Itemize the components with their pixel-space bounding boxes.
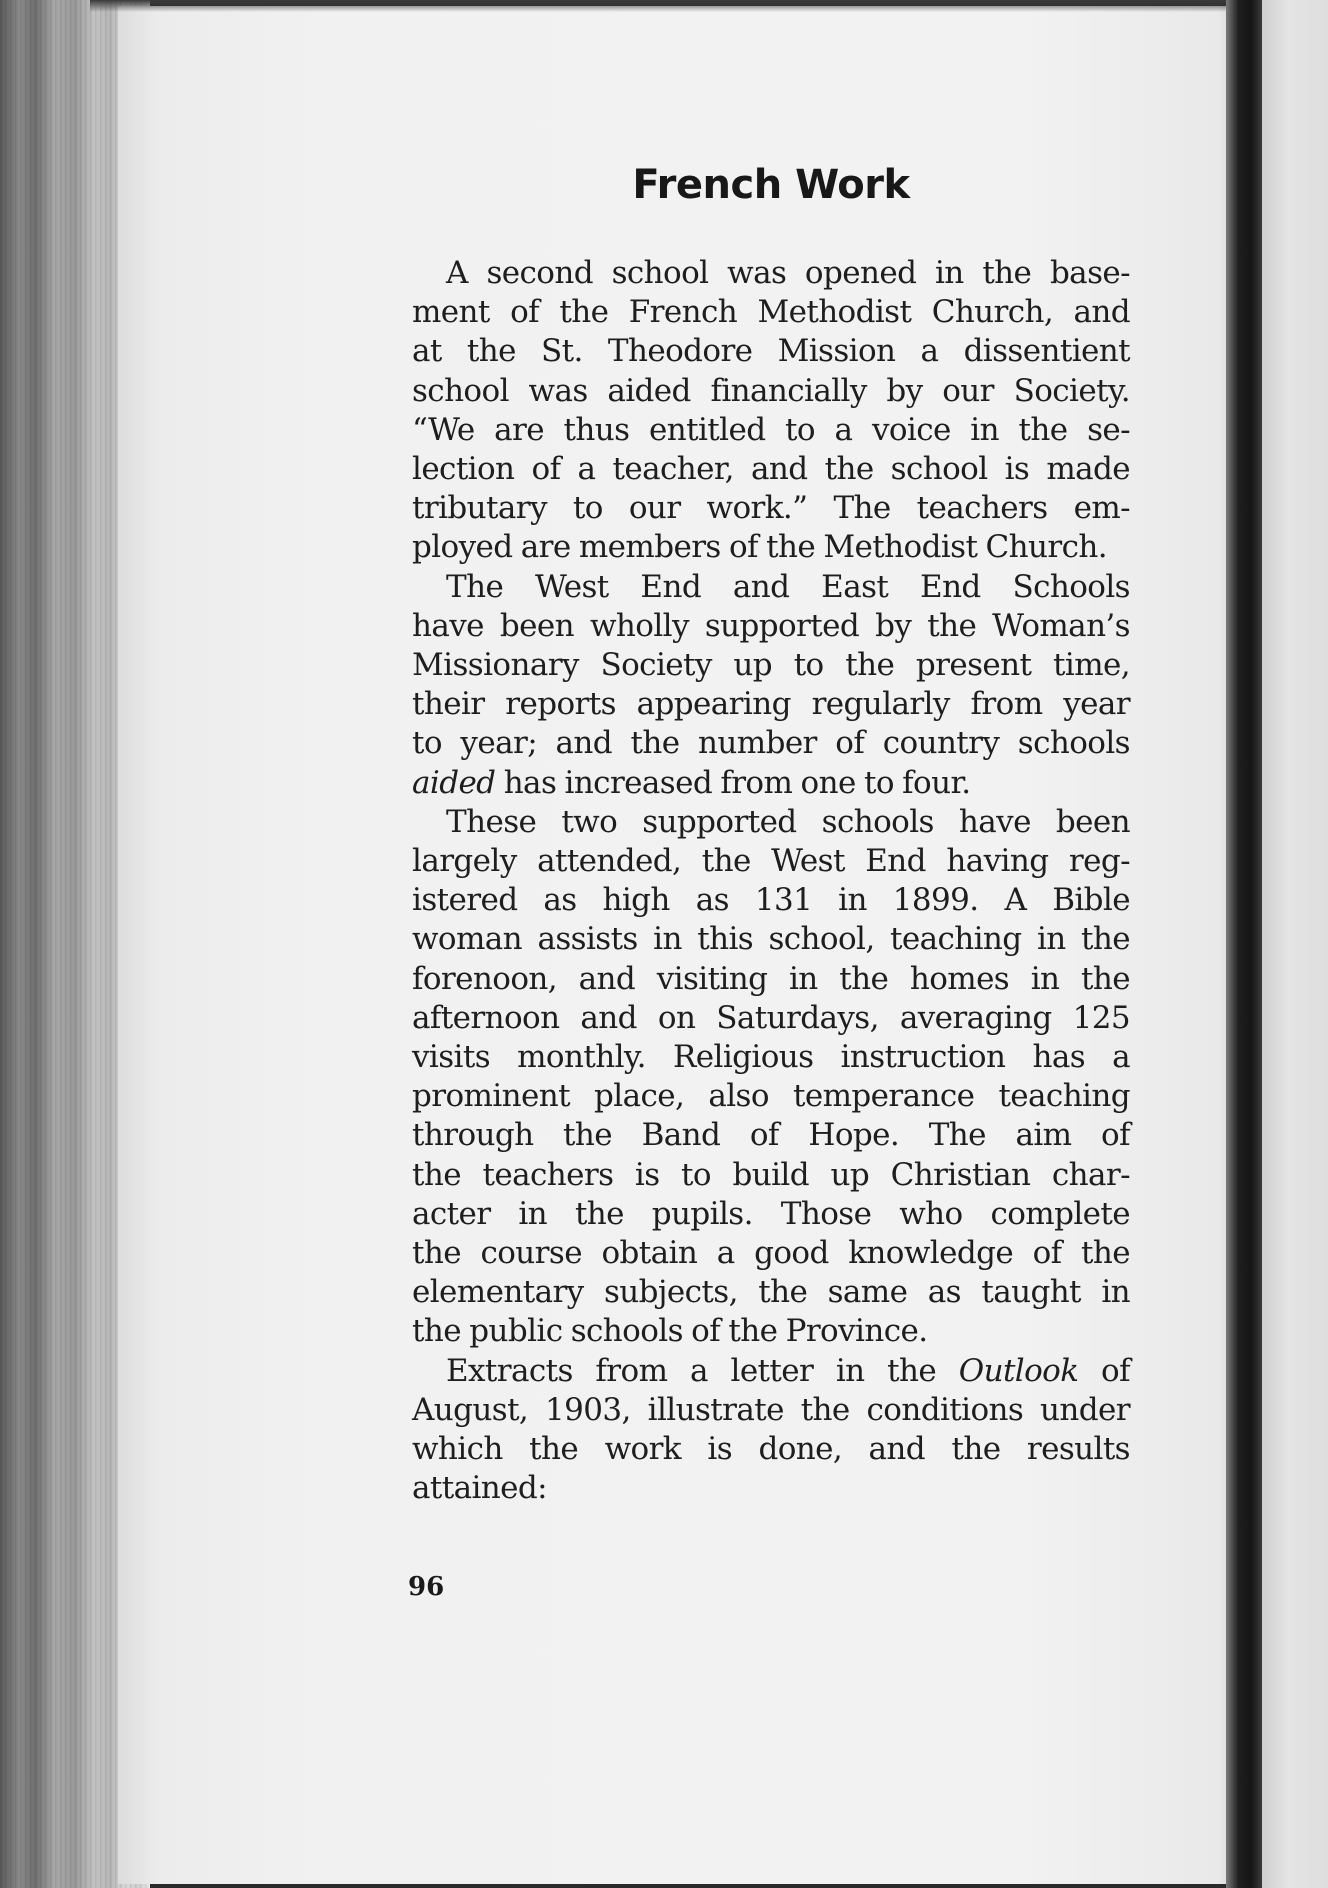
- text-line: [412, 960, 1130, 999]
- text-line: [412, 568, 1130, 607]
- text-line: [412, 764, 1130, 803]
- text-segment: These two supported schools have been: [446, 803, 1130, 840]
- page-number: 96: [408, 1572, 445, 1602]
- text-segment: elementary subjects, the same as taught in: [412, 1274, 1130, 1311]
- body-text: [412, 254, 1130, 1509]
- text-line: [412, 489, 1130, 528]
- text-segment: tributary to our work.” The teachers em-: [412, 490, 1130, 527]
- text-segment: Extracts from a letter in the: [446, 1352, 959, 1389]
- text-line: [412, 1273, 1130, 1312]
- text-line: [412, 1469, 1130, 1508]
- text-line: [412, 1312, 1130, 1351]
- text-segment: prominent place, also temperance teaching: [412, 1078, 1130, 1115]
- text-line: [412, 293, 1130, 332]
- paragraph: [412, 1352, 1130, 1509]
- text-line: [412, 1234, 1130, 1273]
- next-page-sliver: [1262, 0, 1328, 1888]
- text-line: [412, 685, 1130, 724]
- text-line: [412, 881, 1130, 920]
- text-line: [412, 1352, 1130, 1391]
- text-line: [412, 803, 1130, 842]
- paragraph: [412, 568, 1130, 803]
- text-segment: A second school was opened in the base-: [446, 255, 1130, 291]
- text-line: [412, 1077, 1130, 1116]
- text-line: [412, 411, 1130, 450]
- italic-word: aided: [412, 764, 496, 801]
- text-segment: woman assists in this school, teaching in the: [412, 921, 1130, 958]
- text-segment: the teachers is to build up Christian char-: [412, 1156, 1130, 1193]
- text-segment: through the Band of Hope. The aim of: [412, 1117, 1130, 1154]
- text-line: [412, 1156, 1130, 1195]
- text-segment: lection of a teacher, and the school is made: [412, 451, 1130, 488]
- text-segment: have been wholly supported by the Woman’s: [412, 607, 1130, 644]
- text-line: [412, 1391, 1130, 1430]
- page-top-shadow: [90, 0, 1240, 12]
- text-line: [412, 528, 1130, 567]
- text-line: [412, 920, 1130, 959]
- text-segment: acter in the pupils. Those who complete: [412, 1195, 1130, 1232]
- text-segment: istered as high as 131 in 1899. A Bible: [412, 882, 1130, 919]
- text-line: [412, 254, 1130, 293]
- text-segment: at the St. Theodore Mission a dissentient: [412, 333, 1130, 370]
- text-segment: their reports appearing regularly from year: [412, 686, 1130, 723]
- text-line: [412, 607, 1130, 646]
- text-segment: the public schools of the Province.: [412, 1313, 928, 1350]
- text-segment: “We are thus entitled to a voice in the se-: [412, 411, 1130, 448]
- text-segment: attained:: [412, 1470, 547, 1507]
- text-line: [412, 450, 1130, 489]
- text-segment: ployed are members of the Methodist Church.: [412, 529, 1108, 566]
- text-line: [412, 842, 1130, 881]
- text-segment: afternoon and on Saturdays, averaging 125: [412, 999, 1130, 1036]
- text-line: [412, 332, 1130, 371]
- text-line: [412, 1195, 1130, 1234]
- book-gutter-right: [1226, 0, 1262, 1888]
- text-segment: school was aided financially by our Society.: [412, 372, 1130, 409]
- page-title: French Work: [632, 162, 910, 208]
- text-line: [412, 999, 1130, 1038]
- text-line: [412, 724, 1130, 763]
- page-content: [412, 160, 1130, 1509]
- text-line: [412, 372, 1130, 411]
- text-line: [412, 646, 1130, 685]
- text-segment: Missionary Society up to the present time,: [412, 647, 1130, 684]
- text-segment: has increased from one to four.: [495, 764, 971, 801]
- text-segment: the course obtain a good knowledge of the: [412, 1235, 1130, 1272]
- text-segment: ment of the French Methodist Church, and: [412, 294, 1130, 331]
- text-line: [412, 1116, 1130, 1155]
- paragraph: [412, 254, 1130, 568]
- text-segment: of: [1078, 1352, 1130, 1389]
- text-segment: to year; and the number of country schools: [412, 725, 1130, 762]
- text-segment: which the work is done, and the results: [412, 1431, 1130, 1468]
- text-line: [412, 1038, 1130, 1077]
- text-segment: visits monthly. Religious instruction has a: [412, 1039, 1130, 1076]
- text-line: [412, 1430, 1130, 1469]
- text-segment: August, 1903, illustrate the conditions under: [412, 1391, 1130, 1428]
- text-segment: largely attended, the West End having reg-: [412, 843, 1130, 880]
- text-segment: forenoon, and visiting in the homes in the: [412, 960, 1130, 997]
- text-segment: The West End and East End Schools: [446, 568, 1130, 605]
- paragraph: [412, 803, 1130, 1352]
- italic-word: Outlook: [958, 1352, 1079, 1389]
